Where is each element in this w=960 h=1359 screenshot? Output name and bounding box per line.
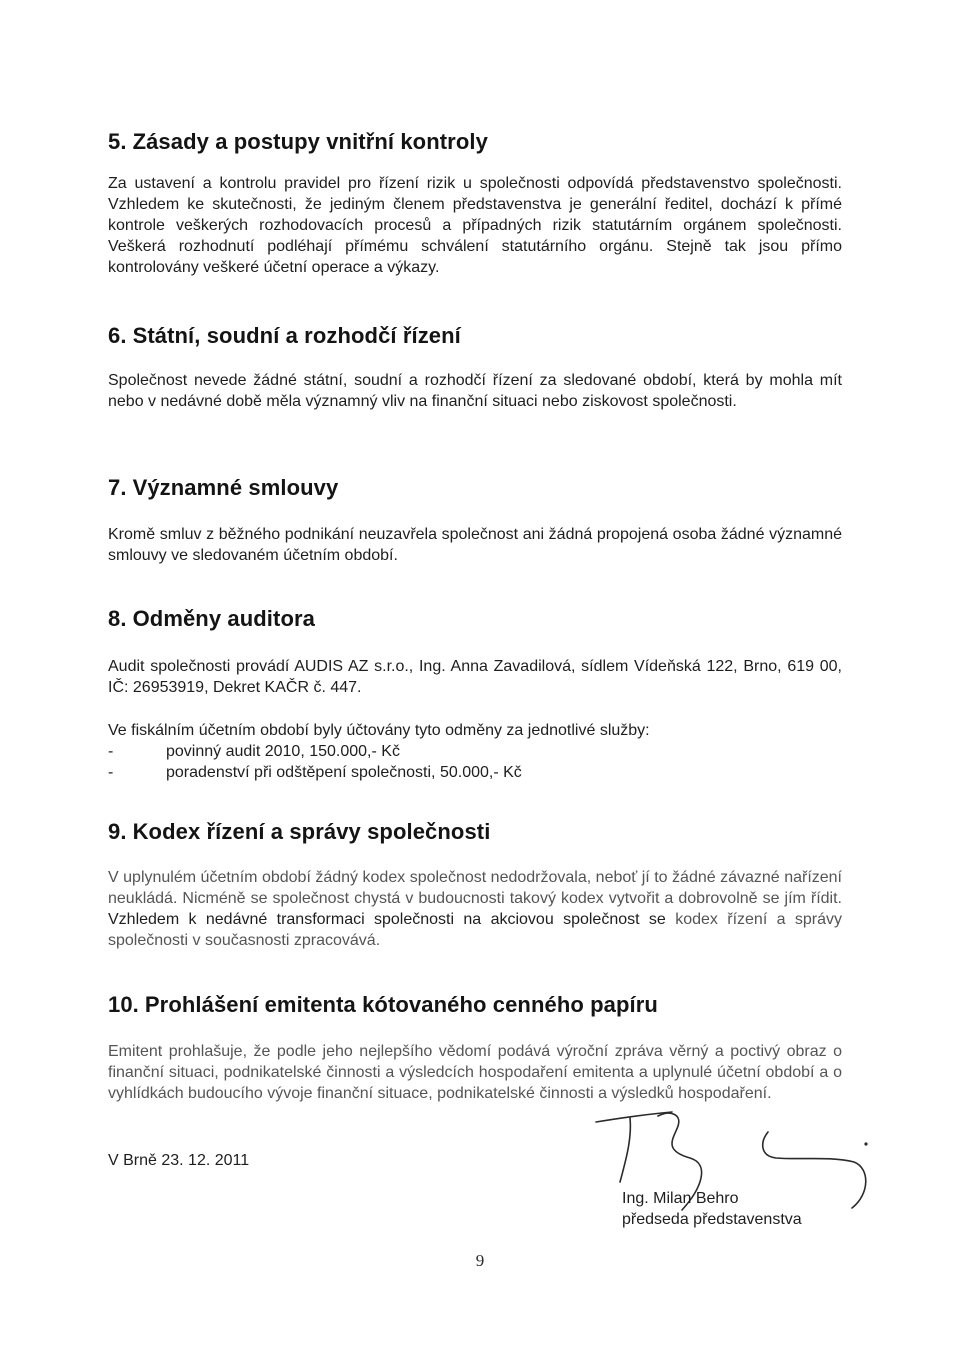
section-6: [108, 322, 842, 412]
section-7-paragraph: Kromě smluv z běžného podnikání neuzavřela společnost ani žádná propojená osoba žádné významné smlouvy ve sledovaném účetním období.: [108, 526, 842, 564]
section-10-heading: [108, 991, 842, 1019]
section-9: [108, 818, 842, 951]
section-10-number: 10.: [108, 992, 139, 1017]
section-9-paragraph: [108, 867, 842, 951]
section-9-paragraph-part2: Vzhledem k nedávné transformaci společnosti na akciovou společnost se: [108, 911, 666, 928]
section-9-title: Kodex řízení a správy společnosti: [132, 819, 491, 844]
list-item: - povinný audit 2010, 150.000,- Kč: [108, 741, 842, 762]
section-6-title: Státní, soudní a rozhodčí řízení: [132, 323, 461, 348]
section-8-number: 8.: [108, 606, 127, 631]
section-5-paragraph: Za ustavení a kontrolu pravidel pro řízení rizik u společnosti odpovídá představenstvo společnosti. Vzhledem ke skutečnosti, že jediným členem představenstva je generální ředitel, dochází k přímé kontrole veškerých rozhodovacích procesů a případných rizik statutárním orgánem společnosti. Veškerá rozhodnutí podléhají přímému schválení statutárního orgánu. Stejně tak jsou přímo kontrolovány veškeré účetní operace a výkazy.: [108, 175, 842, 276]
section-8: [108, 605, 842, 783]
section-8-heading: [108, 605, 842, 633]
place-date: V Brně 23. 12. 2011: [108, 1152, 250, 1169]
section-9-heading: [108, 818, 842, 846]
fees-list: [108, 741, 842, 783]
section-10-paragraph: Emitent prohlašuje, že podle jeho nejlepšího vědomí podává výroční zpráva věrný a poctivý obraz o finanční situaci, podnikatelské činnosti a výsledcích hospodaření emitenta a uplynulé účetní období a o vyhlídkách budoucího vývoje finanční situace, podnikatelské činnosti a výsledků hospodaření.: [108, 1043, 842, 1102]
section-7: [108, 474, 842, 566]
section-7-title: Významné smlouvy: [132, 475, 339, 500]
section-10-title: Prohlášení emitenta kótovaného cenného papíru: [144, 992, 658, 1017]
section-5-heading: [108, 128, 842, 156]
page-number: 9: [475, 1251, 485, 1270]
section-9-number: 9.: [108, 819, 127, 844]
section-10: [108, 991, 842, 1104]
section-6-paragraph: Společnost nevede žádné státní, soudní a rozhodčí řízení za sledované období, která by mohla mít nebo v nedávné době měla významný vliv na finanční situaci nebo ziskovost společnosti.: [108, 372, 842, 410]
section-8-paragraph: Audit společnosti provádí AUDIS AZ s.r.o., Ing. Anna Zavadilová, sídlem Vídeňská 122, Brno, 619 00, IČ: 26953919, Dekret KAČR č. 447.: [108, 658, 842, 696]
section-5: [108, 128, 842, 278]
signer-role: předseda představenstva: [622, 1211, 802, 1228]
section-7-number: 7.: [108, 475, 127, 500]
section-9-paragraph-part3: kodex řízení a správy společnosti v současnosti zpracovává.: [108, 911, 842, 949]
section-9-paragraph-part1: V uplynulém účetním období žádný kodex společnost nedodržovala, neboť jí to žádné závazné nařízení neukládá. Nicméně se společnost chystá v budoucnosti takový kodex vytvořit a dobrovolně se jím řídit.: [108, 869, 842, 907]
section-5-title: Zásady a postupy vnitřní kontroly: [132, 129, 488, 154]
section-7-heading: [108, 474, 842, 502]
section-5-number: 5.: [108, 129, 127, 154]
section-6-heading: [108, 322, 842, 350]
signer-block: [622, 1188, 802, 1230]
list-item: - poradenství při odštěpení společnosti, 50.000,- Kč: [108, 762, 842, 783]
fees-intro: Ve fiskálním účetním období byly účtovány tyto odměny za jednotlivé služby:: [108, 722, 650, 739]
signer-name: Ing. Milan Behro: [622, 1190, 739, 1207]
section-6-number: 6.: [108, 323, 127, 348]
section-8-title: Odměny auditora: [132, 606, 315, 631]
